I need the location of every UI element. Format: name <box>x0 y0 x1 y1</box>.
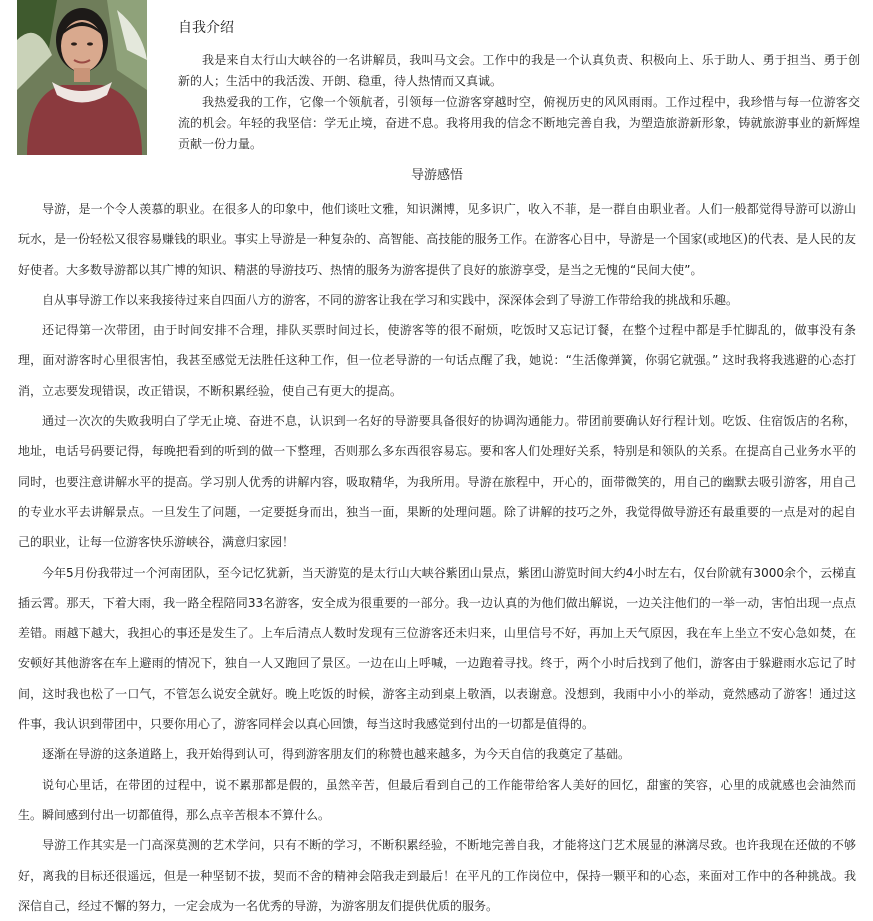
essay-paragraph: 导游工作其实是一门高深莫测的艺术学问，只有不断的学习，不断积累经验，不断地完善自我，才能将这门艺术展显的淋漓尽致。也许我现在还做的不够好，离我的目标还很遥远，但是一种坚韧不拔，契而不舍的精神会陪我走到最后！在平凡的工作岗位中，保持一颗平和的心态，来面对工作中的各种挑战。我深信自己，经过不懈的努力，一定会成为一名优秀的导游，为游客朋友们提供优质的服务。 <box>18 838 856 913</box>
guide-reflection-section <box>18 164 856 921</box>
essay-paragraph: 通过一次次的失败我明白了学无止境、奋进不息，认识到一名好的导游要具备很好的协调沟通能力。带团前要确认好行程计划。吃饭、住宿饭店的名称，地址，电话号码要记得，每晚把看到的听到的做一下整理，否则那么多东西很容易忘。要和客人们处理好关系，特别是和领队的关系。在提高自己业务水平的同时，也要注意讲解水平的提高。学习别人优秀的讲解内容，吸取精华，为我所用。导游在旅程中，开心的，面带微笑的，用自己的幽默去吸引游客，用自己的专业水平去讲解景点。一旦发生了问题，一定要挺身而出，独当一面，果断的处理问题。除了讲解的技巧之外，我觉得做导游还有最重要的一点是对的起自己的职业，让每一位游客快乐游峡谷，满意归家园！ <box>18 414 856 550</box>
intro-paragraph: 我热爱我的工作，它像一个领航者，引领每一位游客穿越时空，俯视历史的风风雨雨。工作过程中，我珍惜与每一位游客交流的机会。年轻的我坚信：学无止境，奋进不息。我将用我的信念不断地完善自我，为塑造旅游新形象，铸就旅游事业的新辉煌贡献一份力量。 <box>178 95 860 151</box>
essay-paragraph: 逐渐在导游的这条道路上，我开始得到认可，得到游客朋友们的称赞也越来越多，为今天自信的我奠定了基础。 <box>42 747 631 762</box>
essay-paragraph: 自从事导游工作以来我接待过来自四面八方的游客，不同的游客让我在学习和实践中，深深体会到了导游工作带给我的挑战和乐趣。 <box>42 292 739 307</box>
self-introduction-section <box>178 18 860 155</box>
essay-title: 导游感悟 <box>410 168 463 183</box>
intro-paragraph: 我是来自太行山大峡谷的一名讲解员，我叫马文会。工作中的我是一个认真负责、积极向上、乐于助人、勇于担当、勇于创新的人；生活中的我活泼、开朗、稳重，待人热情而又真诚。 <box>178 53 860 88</box>
essay-paragraph: 导游，是一个令人羡慕的职业。在很多人的印象中，他们谈吐文雅，知识渊博，见多识广，收入不菲，是一群自由职业者。人们一般都觉得导游可以游山玩水，是一份轻松又很容易赚钱的职业。事实上导游是一种复杂的、高智能、高技能的服务工作。在游客心目中，导游是一个国家(或地区)的代表、是人民的友好使者。大多数导游都以其广博的知识、精湛的导游技巧、热情的服务为游客提供了良好的旅游享受，是当之无愧的“民间大使”。 <box>18 202 856 277</box>
profile-photo <box>17 0 147 155</box>
essay-paragraph: 还记得第一次带团，由于时间安排不合理，排队买票时间过长，使游客等的很不耐烦，吃饭时又忘记订餐，在整个过程中都是手忙脚乱的，做事没有条理，面对游客时心里很害怕，我甚至感觉无法胜任这种工作，但一位老导游的一句话点醒了我，她说：“生活像弹簧，你弱它就强。” 这时我将我逃避的心态打消，立志要发现错误，改正错误，不断积累经验，使自己有更大的提高。 <box>18 323 856 398</box>
intro-title: 自我介绍 <box>178 20 234 36</box>
essay-paragraph: 说句心里话，在带团的过程中，说不累那都是假的，虽然辛苦，但最后看到自己的工作能带给客人美好的回忆，甜蜜的笑容，心里的成就感也会油然而生。瞬间感到付出一切都值得，那么点辛苦根本不算什么。 <box>18 777 856 822</box>
essay-paragraph: 今年5月份我带过一个河南团队，至今记忆犹新，当天游览的是太行山大峡谷紫团山景点，紫团山游览时间大约4小时左右，仅台阶就有3000余个，云梯直插云霄。那天，下着大雨，我一路全程陪同33名游客，安全成为很重要的一部分。我一边认真的为他们做出解说，一边关注他们的一举一动，害怕出现一点点差错。雨越下越大，我担心的事还是发生了。上车后清点人数时发现有三位游客还未归来，山里信号不好，再加上天气原因，我在车上坐立不安心急如焚，在安顿好其他游客在车上避雨的情况下，独自一人又跑回了景区。一边在山上呼喊，一边跑着寻找。终于，两个小时后找到了他们，游客由于躲避雨水忘记了时间，这时我也松了一口气，不管怎么说安全就好。晚上吃饭的时候，游客主动到桌上敬酒，以表谢意。没想到，我雨中小小的举动，竟然感动了游客！通过这件事，我认识到带团中，只要你用心了，游客同样会以真心回馈，每当这时我感觉到付出的一切都是值得的。 <box>18 565 856 732</box>
